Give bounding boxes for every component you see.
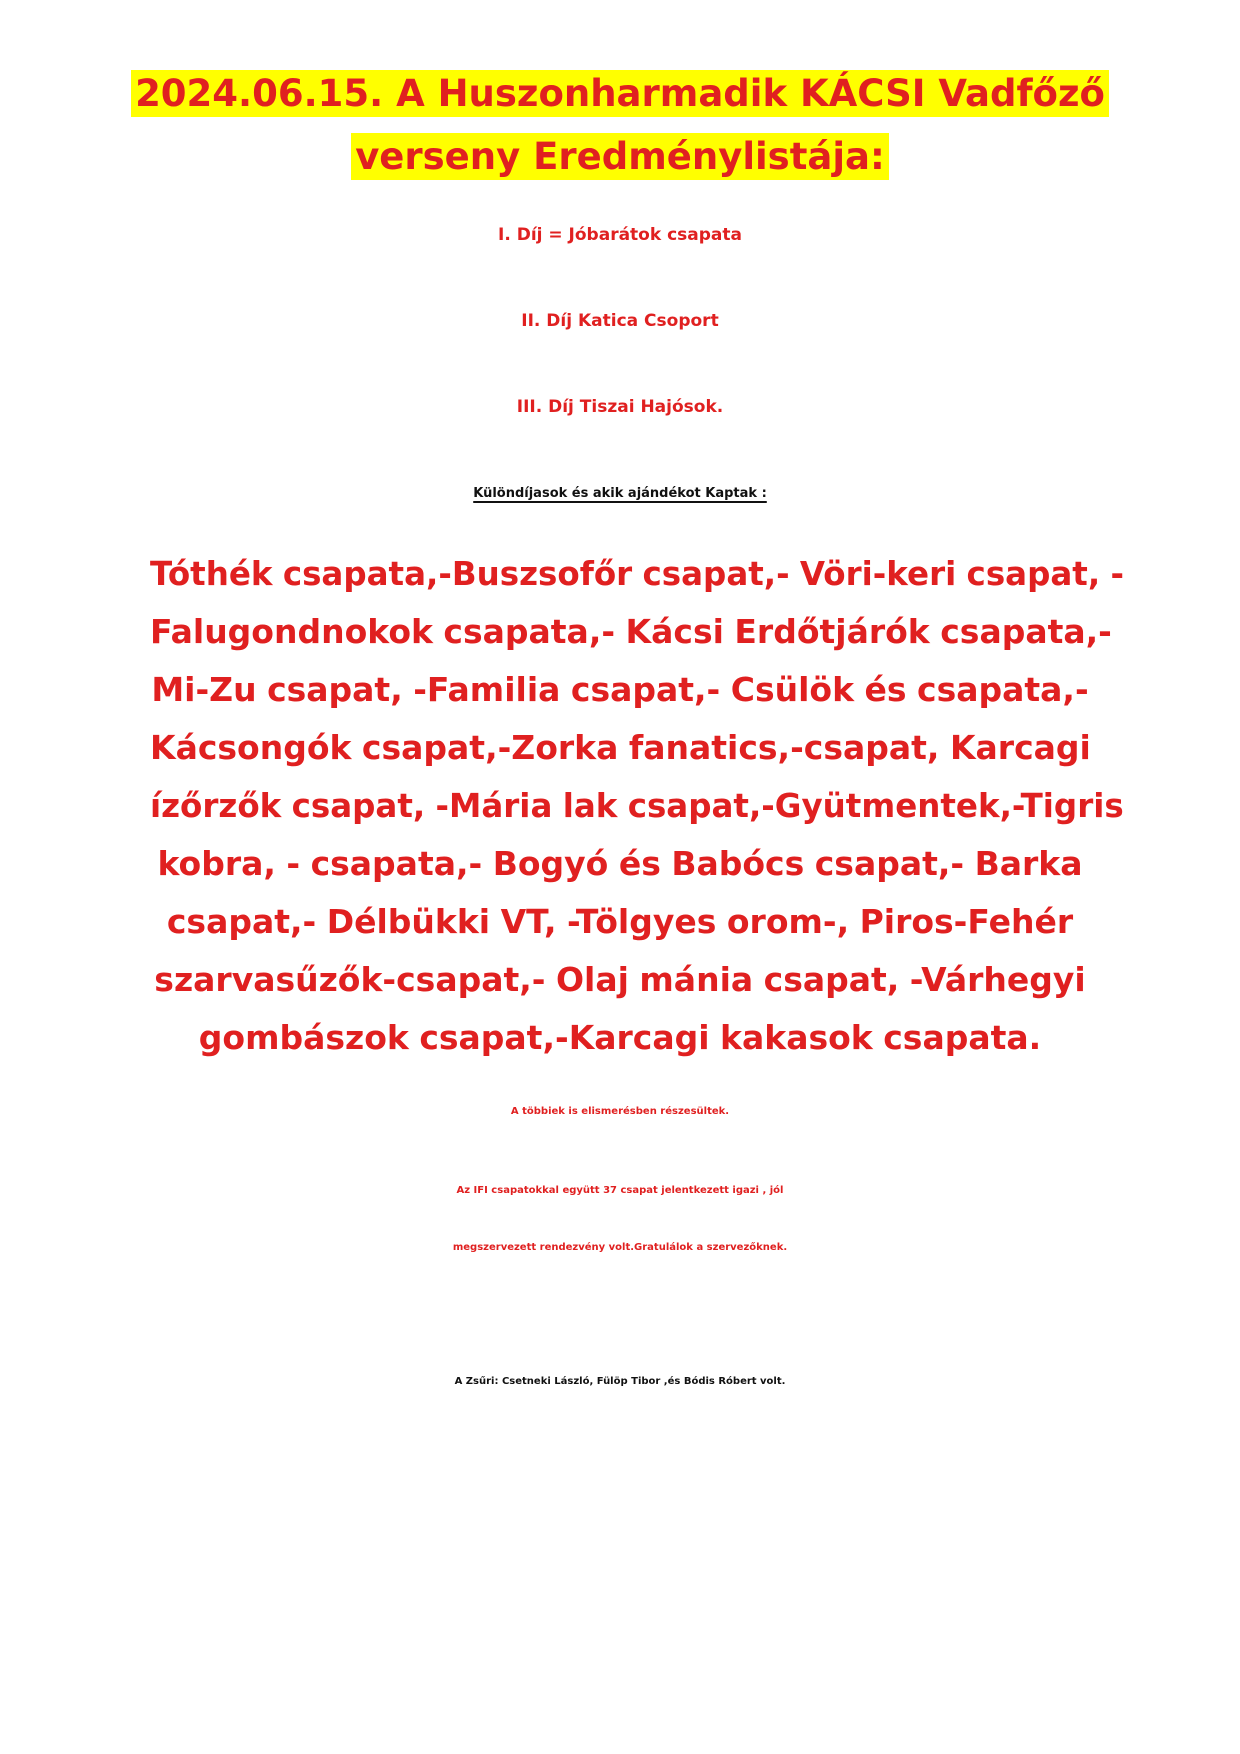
- others-recognition-note: A többiek is elismerésben részesültek.: [510, 1106, 730, 1117]
- participation-line: Az IFI csapatokkal együtt 37 csapat jelentkezett igazi , jól: [456, 1185, 784, 1196]
- team-list-line: Tóthék csapata,-Buszsofőr csapat,- Vöri-keri csapat, -: [150, 555, 1124, 593]
- participation-summary: [0, 1162, 1240, 1276]
- team-list-line: gombászok csapat,-Karcagi kakasok csapata.: [198, 1018, 1042, 1057]
- team-list-line: ízőrzők csapat, -Mária lak csapat,-Gyütmentek,-Tigris: [150, 787, 1124, 825]
- team-list-line: Mi-Zu csapat, -Familia csapat,- Csülök és csapata,-: [151, 670, 1089, 709]
- second-prize: II. Díj Katica Csoport: [521, 311, 719, 331]
- team-list-line: csapat,- Délbükki VT, -Tölgyes orom-, Piros-Fehér: [166, 902, 1074, 941]
- special-awards-heading: Különdíjasok és akik ajándékot Kaptak :: [473, 486, 767, 501]
- team-list-line: kobra, - csapata,- Bogyó és Babócs csapat,- Barka: [157, 844, 1083, 883]
- jury-members: A Zsűri: Csetneki László, Fülöp Tibor ,és Bódis Róbert volt.: [454, 1376, 786, 1387]
- team-list-line: Falugondnokok csapata,- Kácsi Erdőtjárók csapata,-: [150, 612, 1112, 651]
- first-prize: I. Díj = Jóbarátok csapata: [498, 225, 742, 245]
- special-awards-team-list: [150, 545, 1124, 1067]
- document-title: [0, 62, 1240, 188]
- team-list-line: szarvasűzők-csapat,- Olaj mánia csapat, -Várhegyi: [154, 960, 1086, 999]
- participation-line: megszervezett rendezvény volt.Gratulálok a szervezőknek.: [452, 1242, 788, 1253]
- third-prize: III. Díj Tiszai Hajósok.: [516, 397, 724, 417]
- title-line-2: verseny Eredménylistája:: [351, 133, 889, 180]
- title-line-1: 2024.06.15. A Huszonharmadik KÁCSI Vadfőző: [131, 70, 1109, 117]
- team-list-line: Kácsongók csapat,-Zorka fanatics,-csapat, Karcagi: [150, 728, 1091, 767]
